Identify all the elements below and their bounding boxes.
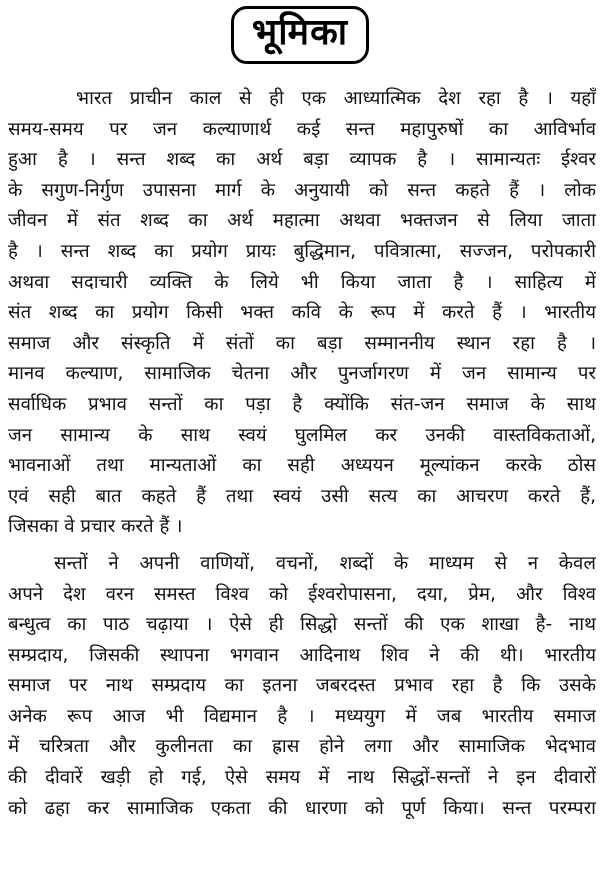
text-line: बन्धुत्व का पाठ चढ़ाया । ऐसे ही सिद्धो सन्तों की एक शाखा है- नाथ <box>8 614 596 636</box>
text-line: भारत प्राचीन काल से ही एक आध्यात्मिक देश रहा है । यहाँ <box>76 88 596 109</box>
text-line: को ढहा कर सामाजिक एकता की धारणा को पूर्ण किया। सन्त परम्परा <box>8 797 596 819</box>
text-line: समाज और संस्कृति में संतों का बड़ा सम्माननीय स्थान रहा है । <box>8 332 596 354</box>
text-line: अथवा सदाचारी व्यक्ति के लिये भी किया जाता है । साहित्य में <box>8 271 596 293</box>
text-line: जन सामान्य के साथ स्वयं घुलमिल कर उनकी वास्तविकताओं, <box>8 424 596 446</box>
text-line: अपने देश वरन समस्त विश्व को ईश्वरोपासना, दया, प्रेम, और विश्व <box>8 583 596 605</box>
text-line: संत शब्द का प्रयोग किसी भक्त कवि के रूप में करते हैं । भारतीय <box>8 302 596 324</box>
text-line: सम्प्रदाय, जिसकी स्थापना भगवान आदिनाथ शिव ने की थी। भारतीय <box>8 644 596 666</box>
body-text <box>8 84 596 824</box>
text-line: में चरित्रता और कुलीनता का ह्रास होने लगा और सामाजिक भेदभाव <box>8 736 596 758</box>
text-line: समाज पर नाथ सम्प्रदाय का इतना जबरदस्त प्रभाव रहा है कि उसके <box>8 675 596 697</box>
text-line: जिसका वे प्रचार करते हैं । <box>8 516 183 538</box>
text-line: के सगुण-निर्गुण उपासना मार्ग के अनुयायी को सन्त कहते हैं । लोक <box>8 179 596 201</box>
text-line: एवं सही बात कहते हैं तथा स्वयं उसी सत्य का आचरण करते हैं, <box>8 485 596 507</box>
text-line: मानव कल्याण, सामाजिक चेतना और पुनर्जागरण में जन सामान्य पर <box>8 363 596 385</box>
text-line: समय-समय पर जन कल्याणार्थ कई सन्त महापुरुषों का आविर्भाव <box>8 118 596 140</box>
text-line: है । सन्त शब्द का प्रयोग प्रायः बुद्धिमान, पवित्रात्मा, सज्जन, परोपकारी <box>8 240 596 262</box>
text-line: हुआ है । सन्त शब्द का अर्थ बड़ा व्यापक है । सामान्यतः ईश्वर <box>8 149 596 171</box>
text-line: सन्तों ने अपनी वाणियों, वचनों, शब्दों के माध्यम से न केवल <box>54 552 596 574</box>
page-title: भूमिका <box>231 6 369 64</box>
text-line: भावनाओं तथा मान्यताओं का सही अध्ययन मूल्यांकन करके ठोस <box>8 455 596 477</box>
text-line: की दीवारें खड़ी हो गई, ऐसे समय में नाथ सिद्धों-सन्तों ने इन दीवारों <box>8 767 596 789</box>
text-line: सर्वाधिक प्रभाव सन्तों का पड़ा है क्योंकि संत-जन समाज के साथ <box>8 393 596 415</box>
title-banner <box>0 6 600 64</box>
text-line: अनेक रूप आज भी विद्यमान है । मध्ययुग में जब भारतीय समाज <box>8 705 596 727</box>
text-line: जीवन में संत शब्द का अर्थ महात्मा अथवा भक्तजन से लिया जाता <box>8 210 596 232</box>
